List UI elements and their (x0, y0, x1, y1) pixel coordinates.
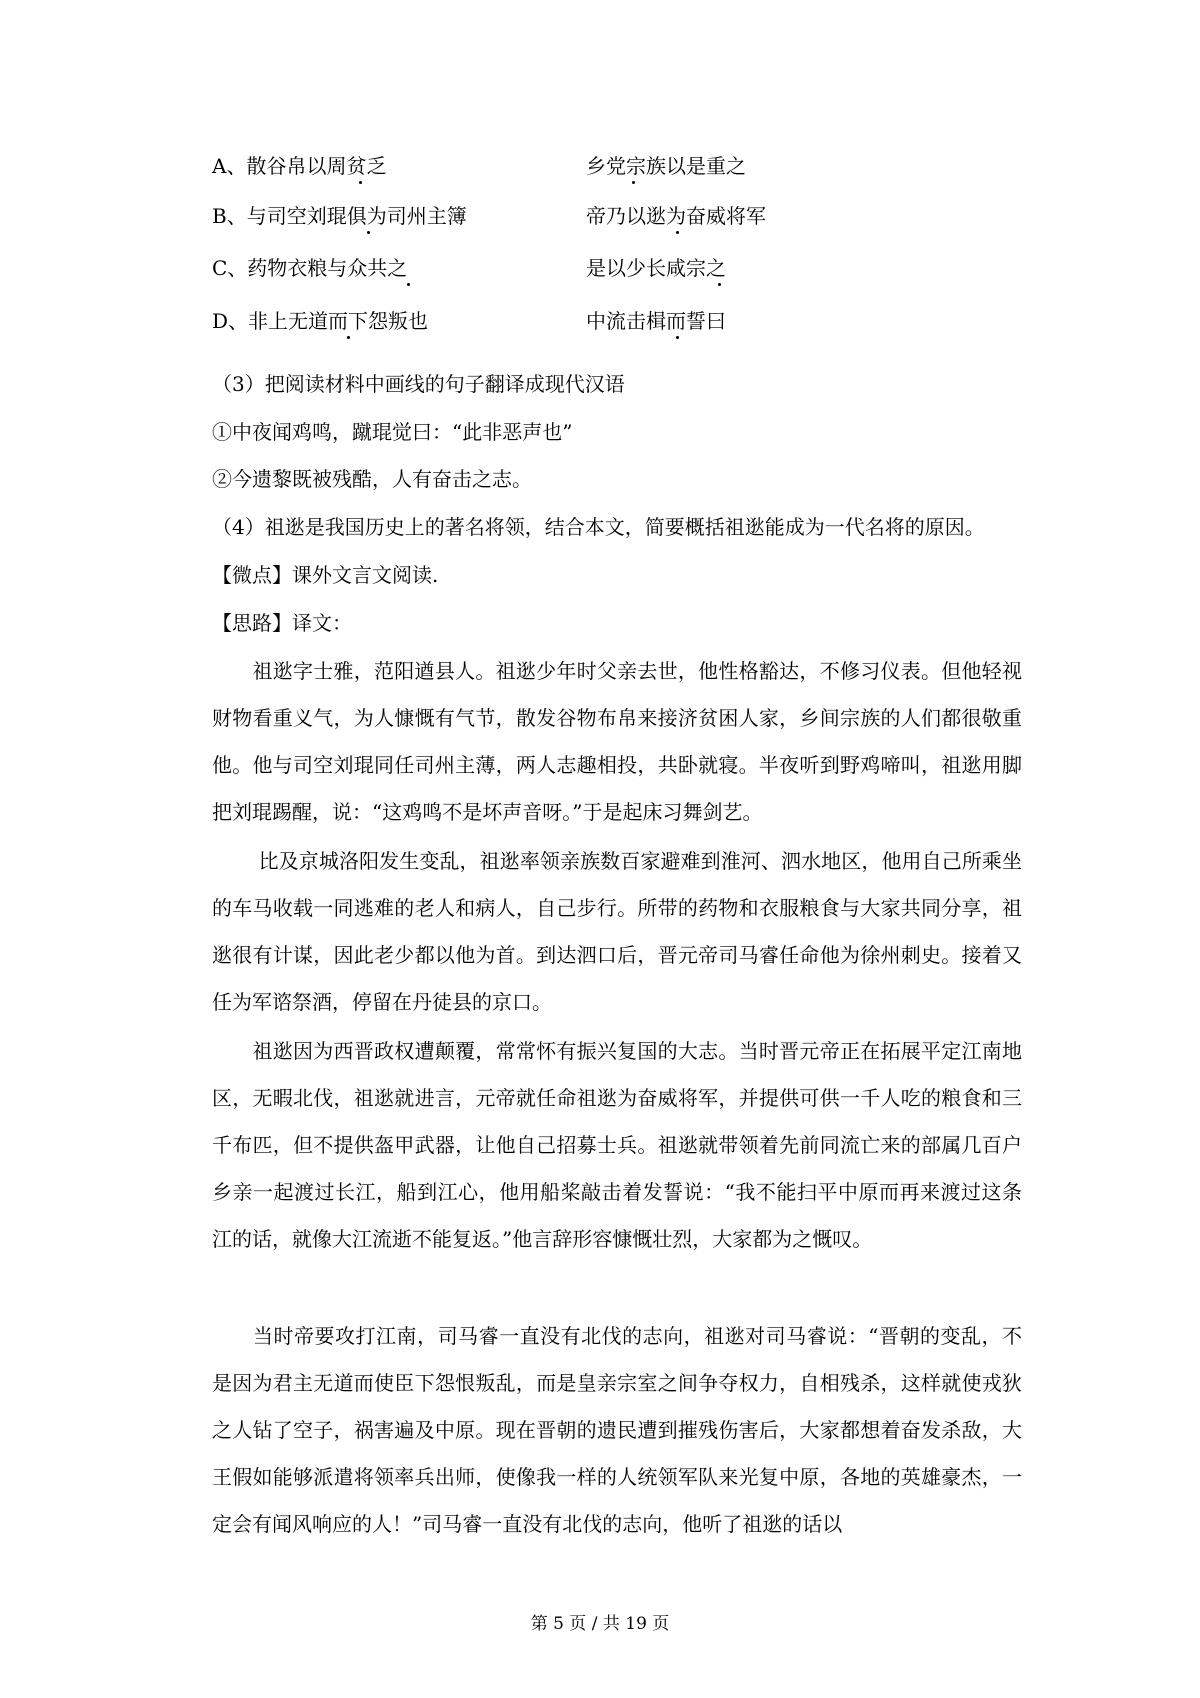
translation-paragraph-3: 祖逖因为西晋政权遭颠覆，常常怀有振兴复国的大志。当时晋元帝正在拓展平定江南地区，无暇北伐，祖逖就进言，元帝就任命祖逖为奋威将军，并提供可供一千人吃的粮食和三千布匹，但不提供盔甲武器，让他自己招募士兵。祖逖就带领着先前同流亡来的部属几百户乡亲一起渡过长江，船到江心，他用船桨敲击着发誓说：“我不能扫平中原而再来渡过这条江的话，就像大江流逝不能复返。”他言辞形容慷慨壮烈，大家都为之慨叹。 (212, 1039, 1022, 1251)
emphasis-dot (632, 181, 635, 184)
emphasis-dot (718, 283, 721, 286)
weidian-label: 【微点】课外文言文阅读. (212, 563, 439, 587)
option-d-left: D、非上无道而下怨叛也 (212, 309, 429, 333)
option-c-right: 是以少长咸宗之 (586, 256, 726, 280)
translation-paragraph-4: 当时帝要攻打江南，司马睿一直没有北伐的志向，祖逖对司马睿说：“晋朝的变乱，不是因为君主无道而使臣下怨恨叛乱，而是皇亲宗室之间争夺权力，自相残杀，这样就使戎狄之人钻了空子，祸害遍及中原。现在晋朝的遗民遭到摧残伤害后，大家都想着奋发杀敌，大王假如能够派遣将领率兵出师，使像我一样的人统领军队来光复中原，各地的英雄豪杰，一定会有闻风响应的人！”司马睿一直没有北伐的志向，他听了祖逖的话以 (212, 1324, 1022, 1536)
question-3-item-1: ①中夜闻鸡鸣，蹴琨觉曰：“此非恶声也” (212, 420, 573, 444)
silu-label: 【思路】译文： (212, 611, 352, 635)
option-c-left: C、药物衣粮与众共之 (212, 256, 408, 280)
emphasis-dot (367, 231, 370, 234)
emphasis-dot (676, 336, 679, 339)
emphasis-dot (407, 283, 410, 286)
option-a-left: A、散谷帛以周贫乏 (212, 154, 387, 178)
option-a-right: 乡党宗族以是重之 (586, 154, 746, 178)
translation-paragraph-2: 比及京城洛阳发生变乱，祖逖率领亲族数百家避难到淮河、泗水地区，他用自己所乘坐的车马收载一同逃难的老人和病人，自己步行。所带的药物和衣服粮食与大家共同分享，祖逖很有计谋，因此老少都以他为首。到达泗口后，晋元帝司马睿任命他为徐州刺史。接着又任为军谘祭酒，停留在丹徒县的京口。 (212, 849, 1022, 1014)
question-4: （4）祖逖是我国历史上的著名将领，结合本文，简要概括祖逖能成为一代名将的原因。 (212, 515, 985, 539)
option-b-right: 帝乃以逖为奋威将军 (586, 204, 766, 228)
emphasis-dot (676, 231, 679, 234)
emphasis-dot (347, 336, 350, 339)
option-b-left: B、与司空刘琨俱为司州主簿 (212, 204, 467, 228)
emphasis-dot (359, 181, 362, 184)
translation-paragraph-1: 祖逖字士雅，范阳遒县人。祖逖少年时父亲去世，他性格豁达，不修习仪表。但他轻视财物看重义气，为人慷慨有气节，散发谷物布帛来接济贫困人家，乡间宗族的人们都很敬重他。他与司空刘琨同任司州主薄，两人志趣相投，共卧就寝。半夜听到野鸡啼叫，祖逖用脚把刘琨踢醒，说：“这鸡鸣不是坏声音呀。”于是起床习舞剑艺。 (212, 659, 1022, 824)
question-3-item-2: ②今遗黎既被残酷，人有奋击之志。 (212, 467, 532, 491)
option-d-right: 中流击楫而誓曰 (586, 309, 726, 333)
page-footer: 第 5 页 / 共 19 页 (530, 1614, 670, 1634)
question-3: （3）把阅读材料中画线的句子翻译成现代汉语 (212, 372, 625, 396)
